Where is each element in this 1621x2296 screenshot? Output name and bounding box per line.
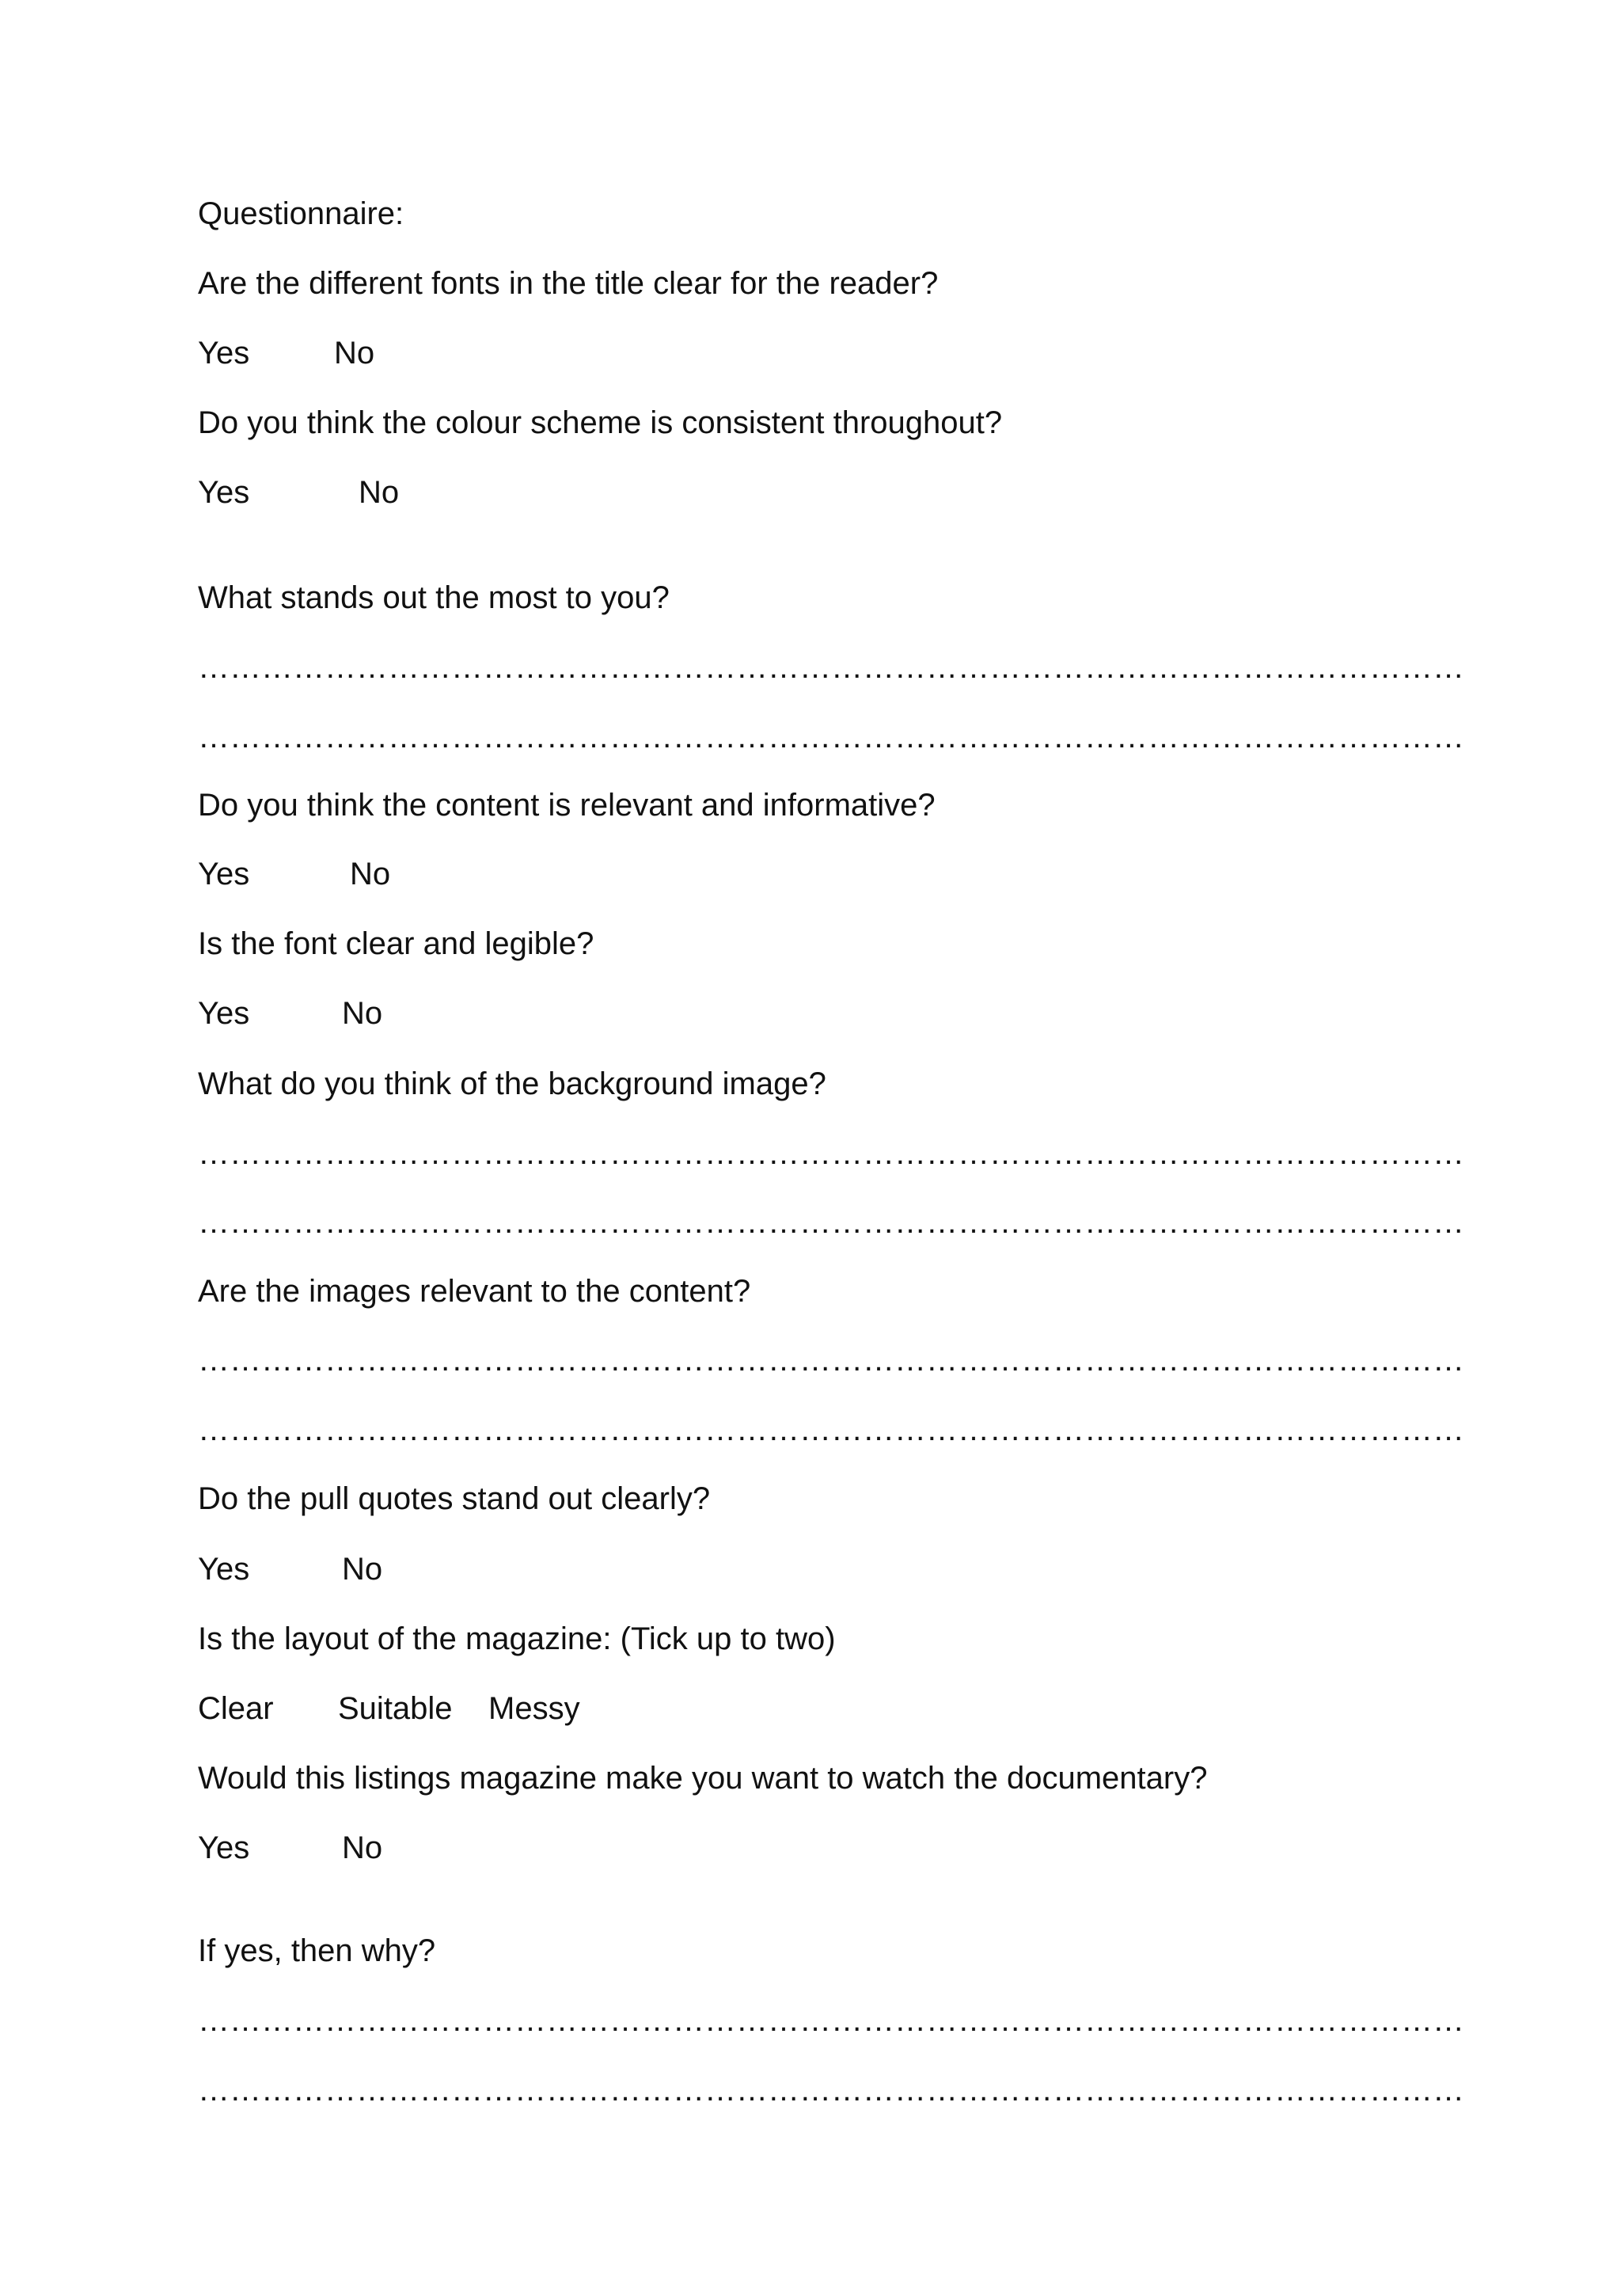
option-yes[interactable]: Yes — [198, 336, 250, 371]
option-no[interactable]: No — [334, 336, 375, 371]
option-yes[interactable]: Yes — [198, 1552, 250, 1587]
question-content-relevant: Do you think the content is relevant and informative? — [198, 788, 936, 823]
option-no[interactable]: No — [342, 1552, 383, 1587]
question-fonts-clear: Are the different fonts in the title clear for the reader? — [198, 266, 939, 301]
document-title: Questionnaire: — [198, 196, 404, 231]
option-yes[interactable]: Yes — [198, 996, 250, 1031]
option-yes[interactable]: Yes — [198, 857, 250, 891]
answer-line[interactable]: ………………………………………………………………………………………………………… — [198, 1205, 1464, 1240]
answer-line[interactable]: ………………………………………………………………………………………………………… — [198, 2073, 1464, 2108]
answer-line[interactable]: ………………………………………………………………………………………………………… — [198, 720, 1464, 755]
option-no[interactable]: No — [350, 857, 391, 891]
option-no[interactable]: No — [342, 996, 383, 1031]
question-images-relevant: Are the images relevant to the content? — [198, 1274, 751, 1309]
question-layout: Is the layout of the magazine: (Tick up to two) — [198, 1621, 836, 1656]
answer-line[interactable]: ………………………………………………………………………………………………………… — [198, 1412, 1464, 1447]
question-stands-out: What stands out the most to you? — [198, 580, 670, 615]
question-background-image: What do you think of the background image? — [198, 1066, 826, 1101]
question-pull-quotes: Do the pull quotes stand out clearly? — [198, 1481, 711, 1516]
option-no[interactable]: No — [359, 475, 400, 510]
question-colour-scheme: Do you think the colour scheme is consistent throughout? — [198, 405, 1003, 440]
answer-line[interactable]: ………………………………………………………………………………………………………… — [198, 1343, 1464, 1378]
answer-line[interactable]: ………………………………………………………………………………………………………… — [198, 2003, 1464, 2038]
option-yes[interactable]: Yes — [198, 475, 250, 510]
option-yes[interactable]: Yes — [198, 1830, 250, 1865]
option-clear[interactable]: Clear — [198, 1691, 274, 1726]
answer-line[interactable]: ………………………………………………………………………………………………………… — [198, 650, 1464, 685]
option-suitable[interactable]: Suitable — [338, 1691, 453, 1726]
option-no[interactable]: No — [342, 1830, 383, 1865]
question-watch-documentary: Would this listings magazine make you want to watch the documentary? — [198, 1761, 1208, 1796]
question-if-yes-why: If yes, then why? — [198, 1933, 436, 1968]
option-messy[interactable]: Messy — [488, 1691, 580, 1726]
question-font-legible: Is the font clear and legible? — [198, 926, 594, 961]
answer-line[interactable]: ………………………………………………………………………………………………………… — [198, 1136, 1464, 1171]
